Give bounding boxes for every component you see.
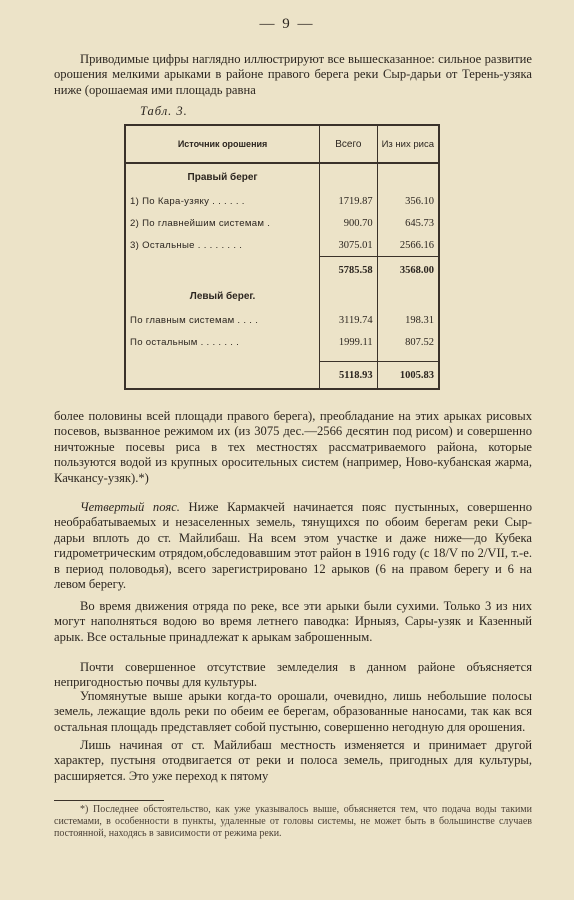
total-all: 5118.93 [320, 362, 377, 390]
row-name: По главным системам . . . . [125, 309, 320, 331]
paragraph-dry-ditches: Во время движения отряда по реке, все эти арыки были сухими. Только 3 из них могут наполняться водою во время летнего паводка: Ирныяз, Сары-узяк и Казенный арык. Все остальные принадлежат к арыкам заброшенным. [54, 599, 532, 644]
row-rice: 198.31 [377, 309, 439, 331]
table-header-row [125, 125, 439, 163]
table-row [125, 190, 439, 212]
table-row [125, 309, 439, 331]
section-left-bank [125, 283, 439, 309]
paragraph-continuation: более половины всей площади правого берега), преобладание на этих арыках рисовых посевов, вызванное режимом их (из 3075 дес.—2566 десятин под рисом) и совершенно ничтожные посевы риса в тех местностях рассматриваемого района, которые пользуются водой из крупных оросительных систем (например, Ново-кубанская жарма, Качкансу-узяк).*) [54, 409, 532, 485]
total-row-left-bank [125, 362, 439, 390]
page-number: — 9 — [259, 16, 315, 32]
paragraph-fourth-zone [54, 500, 532, 592]
paragraph-no-agriculture: Почти совершенное отсутствие земледелия в данном районе объясняется непригодностью почвы для культуры. [54, 660, 532, 690]
paragraph-transition: Лишь начиная от ст. Майлибаш местность изменяется и принимает другой характер, пустыня отодвигается от реки и полоса земель, пригодных для культуры, расширяется. Это уже переход к пятому [54, 738, 532, 783]
header-source: Источник орошения [125, 125, 320, 163]
section-right-bank [125, 163, 439, 190]
footnote: *) Последнее обстоятельство, как уже указывалось выше, объясняется тем, что подача воды такими системами, в особенности в пункты, удаленные от головы системы, не может быть в большинстве случаев постоянной, находясь в зависимости от режима реки. [54, 804, 532, 839]
row-rice: 645.73 [377, 212, 439, 234]
footnote-divider [54, 800, 164, 801]
header-rice: Из них риса [377, 125, 439, 163]
row-all: 1999.11 [320, 331, 377, 353]
total-rice: 3568.00 [377, 257, 439, 284]
section-title: Правый берег [125, 163, 320, 190]
total-all: 5785.58 [320, 257, 377, 284]
irrigation-table [124, 124, 440, 390]
table-row [125, 212, 439, 234]
table-label: Табл. 3. [140, 104, 188, 118]
row-rice: 807.52 [377, 331, 439, 353]
row-rice: 2566.16 [377, 234, 439, 257]
row-rice: 356.10 [377, 190, 439, 212]
row-all: 1719.87 [320, 190, 377, 212]
header-all: Всего [320, 125, 377, 163]
row-name: 2) По главнейшим системам . [125, 212, 320, 234]
total-row-right-bank [125, 257, 439, 284]
row-all: 3119.74 [320, 309, 377, 331]
table-row [125, 234, 439, 257]
paragraph-narrow-strips: Упомянутые выше арыки когда-то орошали, очевидно, лишь небольшие полосы земель, лежащие вдоль реки по обеим ее берегам, образованные наносами, так как вся остальная площадь представляет собой пустыню, совершенно негодную для орошения. [54, 689, 532, 734]
total-rice: 1005.83 [377, 362, 439, 390]
table-row [125, 331, 439, 353]
paragraph-body: Ниже Кармакчей начинается пояс пустынных, совершенно необрабатываемых и незаселенных земель, тянущихся по обоим берегам реки Сыр-дарьи вплоть до ст. Майлибаш. На всем этом участке и даже ниже—до Кубека гидрометрическим отрядом,обследовавшим этот район в 1916 году (с 18/V по 2/VII, т.-е. в период половодья), всего зарегистрировано 12 арыков (6 на правом берегу и 6 на левом берегу. [54, 500, 532, 592]
row-name: 1) По Кара-узяку . . . . . . [125, 190, 320, 212]
row-all: 3075.01 [320, 234, 377, 257]
paragraph-lead: Четвертый пояс. [80, 500, 180, 514]
row-name: 3) Остальные . . . . . . . . [125, 234, 320, 257]
row-all: 900.70 [320, 212, 377, 234]
section-title: Левый берег. [125, 283, 320, 309]
row-name: По остальным . . . . . . . [125, 331, 320, 353]
paragraph-intro: Приводимые цифры наглядно иллюстрируют все вышесказанное: сильное развитие орошения мелкими арыками в районе правого берега реки Сыр-дарьи от Терень-узяка ниже (орошаемая ими площадь равна [54, 52, 532, 97]
